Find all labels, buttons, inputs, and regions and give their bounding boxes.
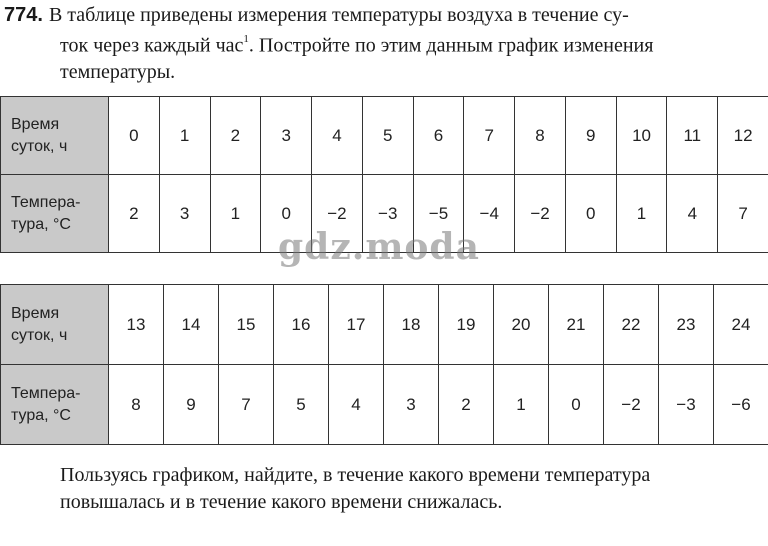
footnote-mark: 1 [243,33,249,45]
time-cell: 6 [413,97,464,175]
temperature-cell: 3 [384,365,439,445]
temperature-cell: −2 [604,365,659,445]
time-cell: 15 [219,285,274,365]
time-row-header: Время суток, ч [1,285,109,365]
time-cell: 3 [261,97,312,175]
time-cell: 7 [464,97,515,175]
temperature-cell: 4 [329,365,384,445]
temperature-row [1,365,768,445]
temperature-cell: 7 [219,365,274,445]
temperature-cell: 5 [274,365,329,445]
time-cell: 24 [714,285,768,365]
temperature-cell: 8 [109,365,164,445]
time-cell: 0 [109,97,160,175]
time-row [1,97,768,175]
temperature-cell: −4 [464,175,515,253]
temperature-cell: 1 [616,175,667,253]
problem-line-1: В таблице приведены измерения температуры воздуха в течение су- [48,4,629,26]
time-cell: 21 [549,285,604,365]
temperature-cell: 7 [718,175,768,253]
time-row-header: Время суток, ч [1,97,109,175]
temperature-cell: 4 [667,175,718,253]
temperature-cell: −2 [312,175,363,253]
watermark: gdz.moda [278,226,480,268]
problem-statement [4,2,766,85]
temperature-row-header: Темпера- тура, °С [1,175,109,253]
problem-line-2b: . Постройте по этим данным график изменения [248,34,654,57]
time-cell: 16 [274,285,329,365]
time-cell: 12 [718,97,768,175]
time-cell: 5 [362,97,413,175]
question-line-1: Пользуясь графиком, найдите, в течение какого времени температура [60,464,651,486]
question-line-2: повышалась и в течение какого времени снижалась. [60,491,503,513]
temperature-cell: 0 [565,175,616,253]
temperature-cell: −6 [714,365,768,445]
problem-line-2a: ток через каждый час [60,34,244,57]
time-cell: 11 [667,97,718,175]
temperature-cell: 0 [261,175,312,253]
temperature-cell: 9 [164,365,219,445]
time-cell: 22 [604,285,659,365]
time-cell: 19 [439,285,494,365]
time-cell: 17 [329,285,384,365]
temperature-cell: −3 [659,365,714,445]
temperature-cell: −3 [362,175,413,253]
temperature-row-header: Темпера- тура, °С [1,365,109,445]
temperature-cell: 2 [109,175,160,253]
temperature-cell: 2 [439,365,494,445]
temperature-cell: 3 [159,175,210,253]
question-text [60,462,766,516]
time-cell: 4 [312,97,363,175]
time-row [1,285,768,365]
time-cell: 14 [164,285,219,365]
time-cell: 10 [616,97,667,175]
time-cell: 9 [565,97,616,175]
temperature-cell: 1 [210,175,261,253]
time-cell: 2 [210,97,261,175]
problem-line-3: температуры. [60,60,176,83]
temperature-cell: 1 [494,365,549,445]
temperature-cell: −5 [413,175,464,253]
time-cell: 18 [384,285,439,365]
time-cell: 1 [159,97,210,175]
temperature-cell: 0 [549,365,604,445]
time-cell: 13 [109,285,164,365]
problem-number: 774. [4,4,43,26]
time-cell: 8 [515,97,566,175]
temperature-cell: −2 [515,175,566,253]
time-cell: 20 [494,285,549,365]
temperature-table-2 [0,284,768,445]
time-cell: 23 [659,285,714,365]
